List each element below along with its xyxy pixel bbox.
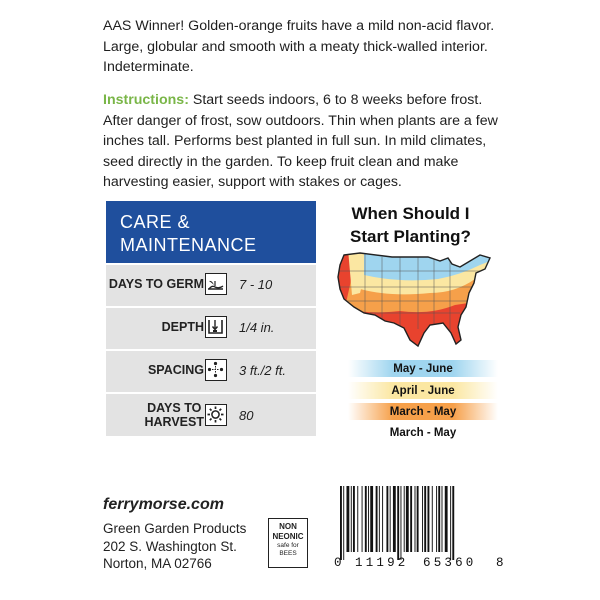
barcode-bar bbox=[353, 486, 355, 552]
barcode-group2: 65360 bbox=[423, 556, 477, 570]
barcode-bar bbox=[357, 486, 358, 552]
badge-line3: safe for bbox=[277, 542, 299, 549]
barcode-bar bbox=[436, 486, 437, 552]
planting-instructions bbox=[103, 90, 498, 193]
care-row-germination bbox=[106, 263, 316, 303]
map-title-line2: Start Planting? bbox=[350, 227, 471, 246]
care-value-spacing: 3 ft./2 ft. bbox=[239, 362, 286, 378]
badge-line4: BEES bbox=[279, 549, 297, 557]
barcode-bar bbox=[340, 486, 342, 560]
care-label-harvest-line1: DAYS TO bbox=[147, 401, 202, 415]
planting-map-title bbox=[318, 202, 503, 248]
map-title-line1: When Should I bbox=[351, 204, 470, 223]
barcode-bar bbox=[386, 486, 388, 552]
care-header-line2: MAINTENANCE bbox=[120, 235, 257, 255]
barcode-bar bbox=[406, 486, 409, 552]
barcode-bar bbox=[452, 486, 454, 560]
barcode-bar bbox=[351, 486, 352, 552]
care-header bbox=[106, 201, 316, 263]
care-label-harvest bbox=[144, 394, 204, 436]
sun-icon bbox=[205, 404, 227, 426]
care-label-spacing: SPACING bbox=[147, 363, 204, 377]
barcode-bar bbox=[346, 486, 349, 552]
care-value-germination: 7 - 10 bbox=[239, 276, 273, 292]
legend-may-june: May - June bbox=[348, 360, 498, 377]
barcode-bar bbox=[370, 486, 373, 552]
badge-line2: NEONIC bbox=[272, 532, 304, 541]
barcode-bar bbox=[390, 486, 391, 552]
barcode-bar bbox=[410, 486, 412, 552]
barcode-bar bbox=[362, 486, 363, 552]
barcode-bar bbox=[417, 486, 419, 552]
barcode-bar bbox=[368, 486, 369, 552]
care-maintenance-panel bbox=[106, 201, 316, 436]
barcode-digit-first: 0 bbox=[334, 556, 342, 570]
barcode-bar bbox=[404, 486, 405, 552]
barcode-digit-last: 8 bbox=[496, 556, 504, 570]
barcode-group1: 11192 bbox=[355, 556, 409, 570]
depth-icon bbox=[205, 316, 227, 338]
care-value-harvest: 80 bbox=[239, 407, 254, 423]
barcode-bar bbox=[422, 486, 423, 552]
upc-barcode bbox=[340, 486, 492, 560]
care-value-depth: 1/4 in. bbox=[239, 319, 275, 335]
barcode-bar bbox=[442, 486, 443, 552]
barcode-bar bbox=[382, 486, 383, 552]
spacing-icon bbox=[205, 359, 227, 381]
barcode-bar bbox=[376, 486, 378, 552]
badge-line1: NON bbox=[279, 522, 297, 531]
care-row-spacing bbox=[106, 349, 316, 389]
care-label-germination: DAYS TO GERM bbox=[108, 277, 204, 291]
product-description: AAS Winner! Golden-orange fruits have a mild non-acid flavor. Large, globular and smooth with a meaty thick-walled interior. Indeterminate. bbox=[103, 18, 495, 75]
address-line1: 202 S. Washington St. bbox=[103, 538, 237, 554]
barcode-bar bbox=[365, 486, 367, 552]
legend-march-may-red: March - May bbox=[348, 424, 498, 441]
barcode-bar bbox=[432, 486, 433, 552]
barcode-bar bbox=[424, 486, 426, 552]
barcode-bar bbox=[445, 486, 448, 552]
company-name: Green Garden Products bbox=[103, 521, 247, 536]
care-label-depth: DEPTH bbox=[161, 320, 204, 334]
barcode-bar bbox=[343, 486, 344, 560]
care-row-depth bbox=[106, 306, 316, 346]
non-neonic-badge bbox=[268, 518, 308, 568]
care-header-line1: CARE & bbox=[120, 212, 191, 232]
barcode-bar bbox=[393, 486, 396, 552]
barcode-bar bbox=[427, 486, 429, 552]
planting-zone-map bbox=[330, 249, 495, 359]
barcode-bar bbox=[438, 486, 440, 552]
company-address bbox=[103, 520, 246, 573]
instructions-label: Instructions: bbox=[103, 92, 189, 108]
instructions-text: Start seeds indoors, 6 to 8 weeks before frost. After danger of frost, sow outdoors. Thin when plants are a few inches tall. Performs best planted in full sun. In mild climates, seed directly in the garden. To keep fruit clean and make harvesting easier, support with stakes or cages. bbox=[103, 92, 498, 190]
website-url: ferrymorse.com bbox=[103, 496, 224, 513]
barcode-bar bbox=[379, 486, 380, 552]
care-label-harvest-line2: HARVEST bbox=[144, 415, 204, 429]
legend-april-june: April - June bbox=[348, 382, 498, 399]
barcode-bar bbox=[415, 486, 416, 552]
germination-icon bbox=[205, 273, 227, 295]
address-line2: Norton, MA 02766 bbox=[103, 556, 212, 571]
legend-march-may-orange: March - May bbox=[348, 403, 498, 420]
barcode-bar bbox=[397, 486, 399, 560]
barcode-bar bbox=[400, 486, 401, 560]
barcode-bar bbox=[450, 486, 451, 560]
care-row-harvest bbox=[106, 392, 316, 436]
